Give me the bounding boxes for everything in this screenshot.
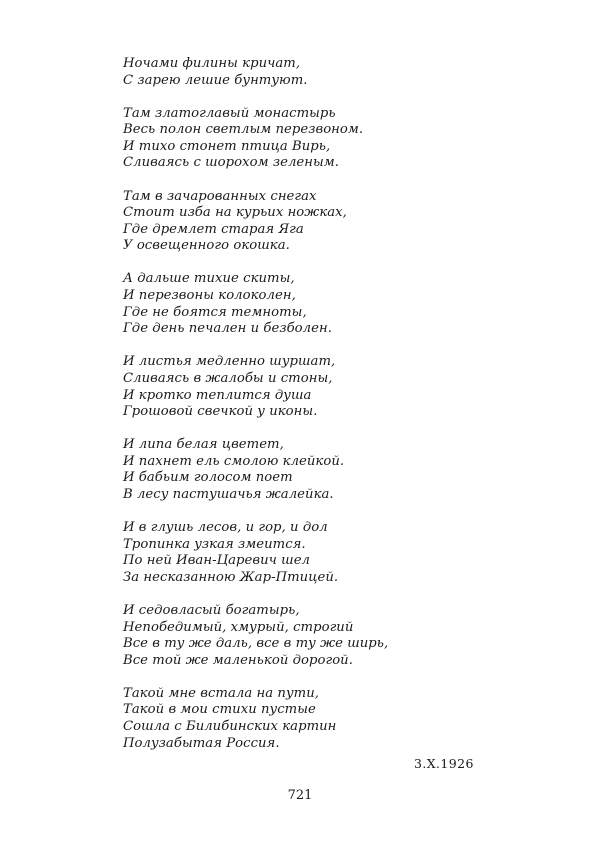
poem-line: Стоит изба на курьих ножках, bbox=[123, 205, 347, 221]
stanza bbox=[123, 520, 483, 586]
poem-line: Ночами филины кричат, bbox=[123, 56, 301, 71]
poem-line: Весь полон светлым перезвоном. bbox=[123, 122, 364, 138]
poem-line: И в глушь лесов, и гор, и дол bbox=[123, 520, 328, 536]
poem-line: И пахнет ель смолою клейкой. bbox=[123, 453, 345, 469]
poem-line: Все той же маленькой дорогой. bbox=[123, 652, 353, 668]
poem-line: Сошла с Билибинских картин bbox=[123, 719, 337, 734]
poem-line: С зарею лешие бунтуют. bbox=[123, 72, 308, 88]
stanza bbox=[123, 686, 483, 752]
poem-line: Такой в мои стихи пустые bbox=[123, 702, 316, 718]
poem-line: И листья медленно шуршат, bbox=[123, 354, 336, 370]
stanza bbox=[123, 106, 483, 172]
stanza bbox=[123, 271, 483, 337]
poem-line: Там златоглавый монастырь bbox=[123, 105, 336, 121]
stanza bbox=[123, 603, 483, 669]
poem-line: И седовласый богатырь, bbox=[123, 602, 300, 618]
stanza bbox=[123, 354, 483, 420]
poem-line: И кротко теплится душа bbox=[123, 387, 312, 403]
stanza bbox=[123, 56, 483, 89]
poem-line: Тропинка узкая змеится. bbox=[123, 536, 306, 552]
poem-line: Там в зачарованных снегах bbox=[123, 188, 317, 204]
poem-date: 3.Х.1926 bbox=[414, 756, 474, 771]
poem-line: Полузабытая Россия. bbox=[123, 735, 280, 751]
poem-line: Где дремлет старая Яга bbox=[123, 221, 304, 237]
poem-line: У освещенного окошка. bbox=[123, 238, 290, 254]
poem-line: Где не боятся темноты, bbox=[123, 304, 307, 320]
poem-line: Такой мне встала на пути, bbox=[123, 685, 319, 701]
page-number: 721 bbox=[287, 788, 313, 803]
poem-line: И бабьим голосом поет bbox=[123, 470, 293, 486]
poem-line: Все в ту же даль, все в ту же ширь, bbox=[123, 636, 389, 652]
stanza bbox=[123, 437, 483, 503]
stanza bbox=[123, 189, 483, 255]
poem-body bbox=[123, 56, 483, 769]
poem-line: За несказанною Жар-Птицей. bbox=[123, 569, 339, 585]
poem-line: А дальше тихие скиты, bbox=[123, 271, 295, 287]
poem-line: По ней Иван-Царевич шел bbox=[123, 553, 311, 569]
poem-line: Где день печален и безболен. bbox=[123, 321, 332, 337]
poem-line: В лесу пастушачья жалейка. bbox=[123, 486, 334, 502]
poem-line: И липа белая цветет, bbox=[123, 437, 284, 453]
poem-line: Непобедимый, хмурый, строгий bbox=[123, 619, 354, 635]
poem-line: Грошовой свечкой у иконы. bbox=[123, 404, 318, 420]
poem-line: Сливаясь в жалобы и стоны, bbox=[123, 370, 333, 386]
poem-line: И тихо стонет птица Вирь, bbox=[123, 138, 331, 154]
poem-line: И перезвоны колоколен, bbox=[123, 288, 296, 304]
poem-line: Сливаясь с шорохом зеленым. bbox=[123, 155, 340, 171]
